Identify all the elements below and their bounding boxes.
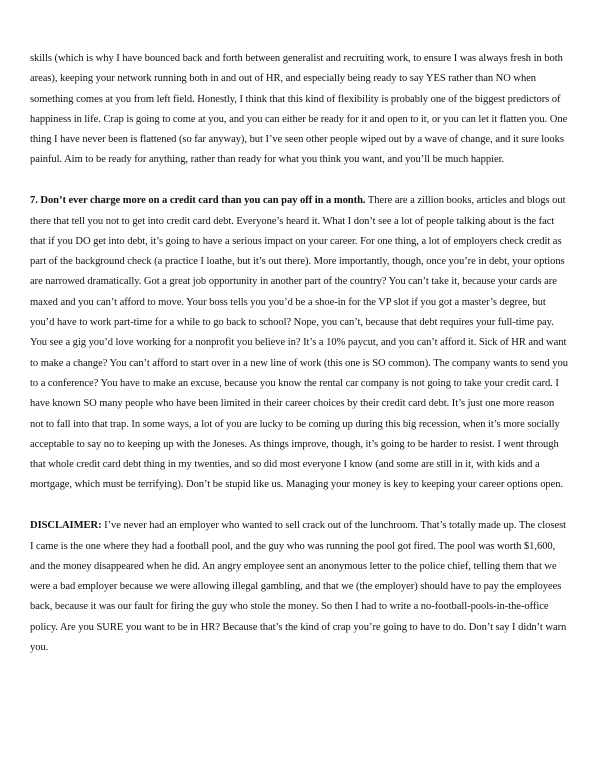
paragraph-text: There are a zillion books, articles and blogs out there that tell you not to get into credit card debt. Everyone’s heard it. What I don’t see a lot of people talking about is the fact that if you DO get into debt, it’s going to have a serious impact on your career. For one thing, a lot of employers check credit as part of the background check (a practice I loathe, but it’s out there). More importantly, though, once you’re in debt, your options are narrowed dramatically. Got a great job opportunity in another part of the country? You can’t take it, because your cards are maxed and you can’t afford to move. Your boss tells you you’d be a shoe-in for the VP slot if you got a master’s degree, but you’d have to work part-time for a while to go back to school? Nope, you can’t, because that debt requires your full-time pay. You see a gig you’d love working for a nonprofit you believe in? It’s a 10% paycut, and you can’t afford it. Sick of HR and want to make a change? You can’t afford to start over in a new line of work (this one is SO common). The company wants to send you to a conference? You have to make an excuse, because you know the rental car company is not going to take your credit card. I have known SO many people who have been limited in their career choices by their credit card debt. It’s just one more reason not to fall into that trap. In some ways, a lot of you are lucky to be coming up during this big recession, when it’s more socially acceptable to say no to keeping up with the Joneses. As things improve, though, it’s going to be harder to resist. I went through that whole credit card debt thing in my twenties, and so did most everyone I know (and some are still in it, with kids and a mortgage, which must be terrifying). Don’t be stupid like us. Managing your money is key to keeping your career options open. — [30, 195, 568, 491]
paragraph-text: I’ve never had an employer who wanted to sell crack out of the lunchroom. That’s totally made up. The closest I came is the one where they had a football pool, and the guy who was running the pool got fired. The pool was worth $1,600, and the money disappeared when he did. An angry employee sent an anonymous letter to the police chief, telling them that we were a bad employer because we were allowing illegal gambling, and that we (the employer) should have to pay the employees back, because it was our fault for firing the guy who stole the money. So then I had to write a no-football-pools-in-the-office policy. Are you SURE you want to be in HR? Because that’s the kind of crap you’re going to have to do. Don’t say I didn’t warn you. — [30, 520, 567, 654]
paragraph-lead: DISCLAIMER: — [30, 520, 102, 532]
document-page — [30, 49, 570, 658]
paragraph-credit-card — [30, 191, 570, 495]
paragraph-text: skills (which is why I have bounced back and forth between generalist and recruiting work, to ensure I was always fresh in both areas), keeping your network running both in and out of HR, and especially being ready to say YES rather than NO when something comes at you from left field. Honestly, I think that this kind of flexibility is probably one of the biggest predictors of happiness in life. Crap is going to come at you, and you can either be ready for it and open to it, or you can let it flatten you. One thing I have never been is flattened (so far anyway), but I’ve seen other people wiped out by a wave of change, and it sure looks painful. Aim to be ready for anything, rather than ready for what you think you want, and you’ll be much happier. — [30, 53, 568, 166]
paragraph-disclaimer — [30, 516, 570, 658]
paragraph-lead: 7. Don’t ever charge more on a credit card than you can pay off in a month. — [30, 195, 366, 207]
paragraph-flexibility — [30, 49, 570, 171]
